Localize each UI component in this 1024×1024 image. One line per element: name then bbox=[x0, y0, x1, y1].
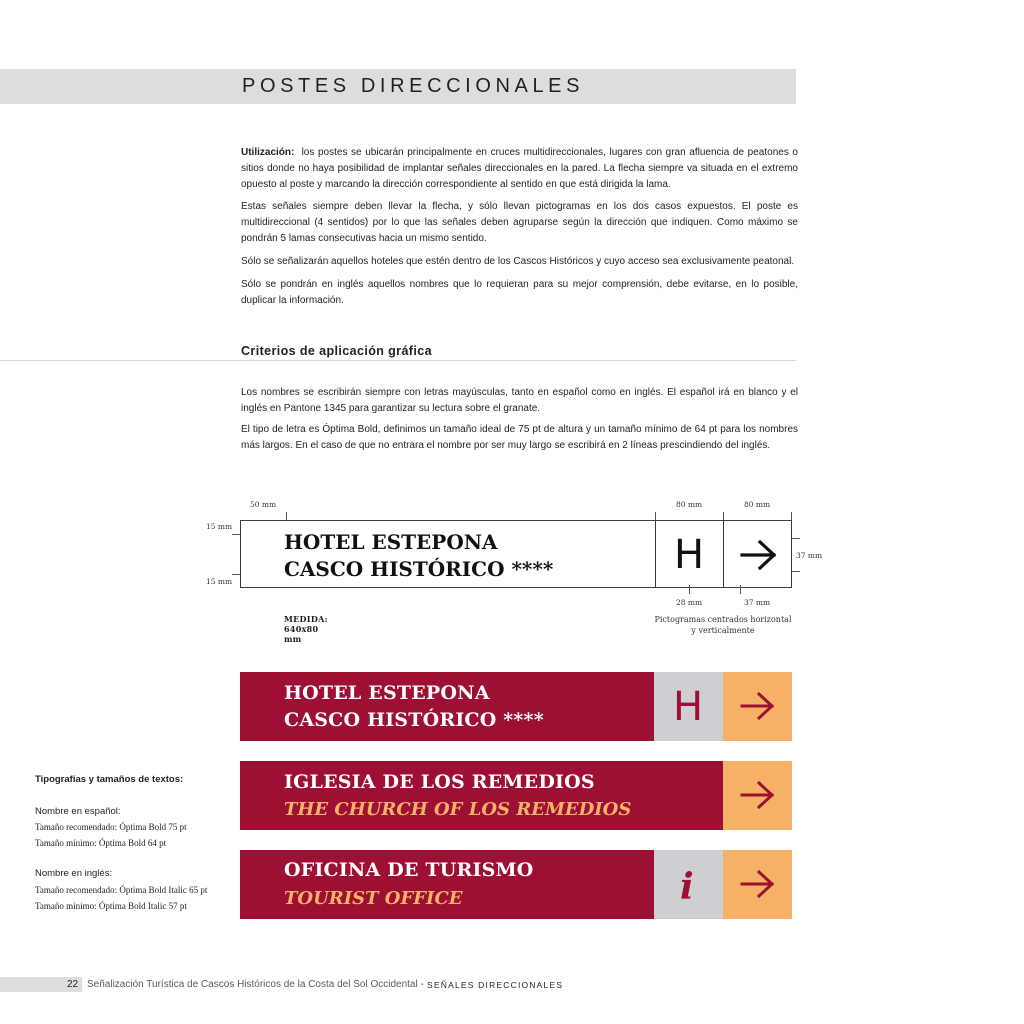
sign-name-es: HOTEL ESTEPONA bbox=[284, 682, 490, 704]
usage-paragraph-4: Sólo se pondrán en inglés aquellos nombres que lo requieran para su mejor comprensión, debe evitarse, en lo posible, duplicar la información. bbox=[241, 279, 798, 306]
dim-tick bbox=[792, 538, 800, 539]
dim-height: 37 mm bbox=[796, 551, 823, 560]
section-divider bbox=[0, 360, 796, 361]
sign-name-es: IGLESIA DE LOS REMEDIOS bbox=[284, 771, 595, 793]
sign-name-es-2: CASCO HISTÓRICO **** bbox=[284, 709, 544, 731]
hotel-pictogram-icon: H bbox=[673, 684, 704, 730]
typography-es-recommended: Tamaño recomendado: Óptima Bold 75 pt bbox=[35, 822, 187, 832]
typography-en-recommended: Tamaño recomendado: Óptima Bold Italic 65 pt bbox=[35, 885, 208, 895]
sign-size-label: MEDIDA: 640x80 mm bbox=[284, 614, 328, 644]
dim-arrow-inner: 37 mm bbox=[744, 598, 771, 607]
dim-tick bbox=[689, 585, 690, 594]
criteria-paragraph-2: El tipo de letra es Óptima Bold, definimos un tamaño ideal de 75 pt de altura y un tamaño mínimo de 64 pt para los nombres más largos. En el caso de que no entrara el nombre por ser muy largo se escribirá en 2 líneas prescindiendo del inglés. bbox=[241, 424, 798, 451]
sign-name-es: OFICINA DE TURISMO bbox=[284, 859, 534, 881]
typography-en-label: Nombre en inglés: bbox=[35, 868, 113, 879]
pictogram-note: Pictogramas centrados horizontal y verticalmente bbox=[654, 615, 792, 635]
typography-heading: Tipografías y tamaños de textos: bbox=[35, 774, 184, 785]
page-title: POSTES DIRECCIONALES bbox=[242, 75, 585, 97]
sign-name-en: TOURIST OFFICE bbox=[284, 888, 463, 909]
info-pictogram-icon: i bbox=[680, 866, 694, 908]
diagram-sign-line-1: HOTEL ESTEPONA bbox=[284, 530, 498, 554]
arrow-right-icon bbox=[740, 780, 776, 810]
usage-paragraph bbox=[241, 145, 798, 193]
dim-tick bbox=[792, 571, 800, 572]
typography-es-label: Nombre en español: bbox=[35, 806, 121, 817]
dim-tick bbox=[232, 574, 240, 575]
page-number: 22 bbox=[67, 979, 79, 990]
diagram-sign-line-2: CASCO HISTÓRICO **** bbox=[284, 557, 554, 581]
usage-paragraph-2: Estas señales siempre deben llevar la flecha, y sólo llevan pictogramas en los dos casos expuestos. El poste es multidireccional (4 sentidos) por lo que las señales deben agruparse según la dirección que indiquen. Como máximo se pondrán 5 lamas consecutivas hacia un mismo sentido. bbox=[241, 201, 798, 244]
hotel-pictogram-icon: H bbox=[674, 532, 705, 578]
dim-top: 15 mm bbox=[206, 522, 233, 531]
sign-tourist-office bbox=[240, 850, 792, 919]
arrow-right-icon bbox=[740, 539, 778, 571]
sign-name-en: THE CHURCH OF LOS REMEDIOS bbox=[284, 799, 632, 820]
footer-publication: Señalización Turística de Cascos Históricos de la Costa del Sol Occidental - bbox=[87, 979, 424, 990]
dim-left-margin: 50 mm bbox=[250, 500, 277, 509]
arrow-right-icon bbox=[740, 691, 776, 721]
dim-arrow-width: 80 mm bbox=[744, 500, 771, 509]
usage-paragraph-3: Sólo se señalizarán aquellos hoteles que estén dentro de los Cascos Históricos y cuyo acceso sea exclusivamente peatonal. bbox=[241, 256, 795, 267]
typography-es-minimum: Tamaño mínimo: Óptima Bold 64 pt bbox=[35, 838, 167, 848]
dim-tick bbox=[740, 585, 741, 594]
arrow-right-icon bbox=[740, 869, 776, 899]
criteria-paragraph-1: Los nombres se escribirán siempre con letras mayúsculas, tanto en español como en inglés. El español irá en blanco y el inglés en Pantone 1345 para garantizar su lectura sobre el granate. bbox=[241, 387, 798, 414]
usage-label: Utilización: bbox=[241, 147, 295, 158]
diagram-divider bbox=[723, 520, 724, 588]
sign-church bbox=[240, 761, 792, 830]
dim-picto-width: 80 mm bbox=[676, 500, 703, 509]
dim-picto-inner: 28 mm bbox=[676, 598, 703, 607]
footer-section: SEÑALES DIRECCIONALES bbox=[427, 980, 564, 990]
diagram-divider bbox=[655, 520, 656, 588]
typography-en-minimum: Tamaño mínimo: Óptima Bold Italic 57 pt bbox=[35, 901, 187, 911]
dim-tick bbox=[232, 534, 240, 535]
dim-bottom: 15 mm bbox=[206, 577, 233, 586]
usage-text-1: los postes se ubicarán principalmente en cruces multidireccionales, lugares con gran afluencia de peatones o sitios donde no haya posibilidad de implantar señales direccionales en la pared. La flecha siempre va situada en el extremo opuesto al poste y marcando la dirección correspondiente al sentido en que está dirigida la lama. bbox=[241, 147, 798, 190]
sign-hotel bbox=[240, 672, 792, 741]
criteria-heading: Criterios de aplicación gráfica bbox=[241, 344, 432, 358]
